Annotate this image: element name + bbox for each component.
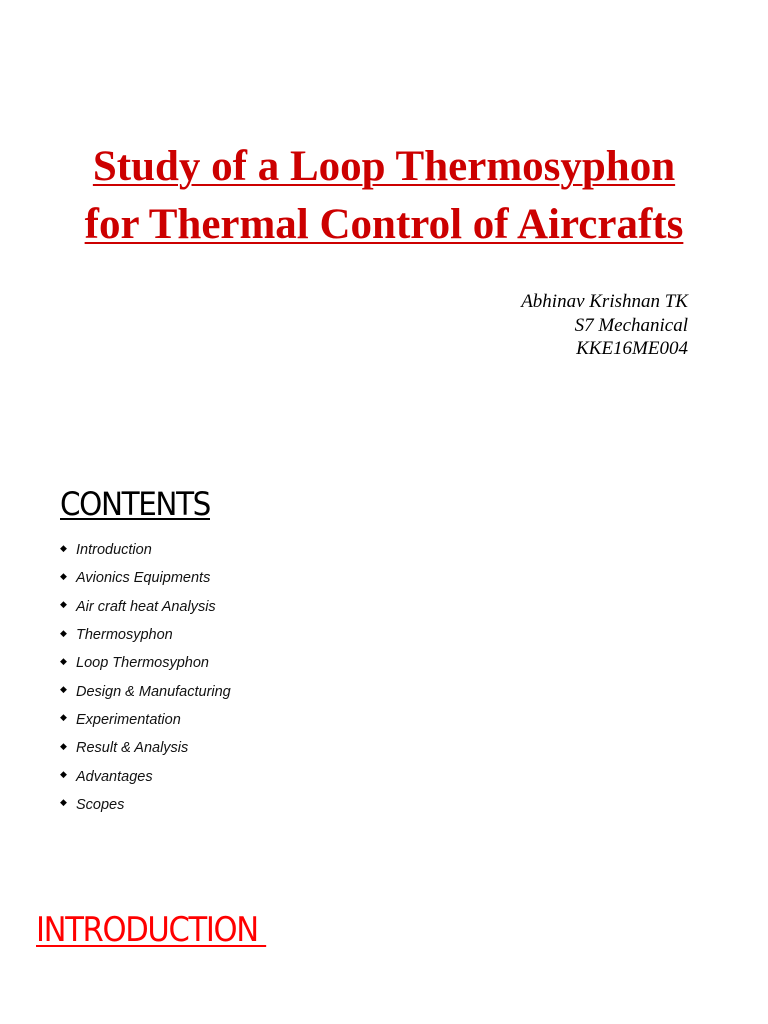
diamond-bullet-icon: ◆ — [60, 655, 67, 666]
list-item — [60, 649, 231, 677]
list-item — [60, 762, 231, 790]
list-item-label: Loop Thermosyphon — [76, 655, 209, 672]
title-line-1: Study of a Loop Thermosyphon — [92, 143, 676, 190]
list-item-label: Advantages — [76, 768, 153, 785]
list-item-label: Introduction — [76, 542, 152, 559]
list-item — [60, 791, 231, 819]
contents-heading: CONTENTS — [60, 485, 210, 523]
list-item — [60, 536, 231, 564]
author-class: S7 Mechanical — [574, 314, 688, 336]
author-name: Abhinav Krishnan TK — [521, 291, 688, 312]
title-line-2: for Thermal Control of Aircrafts — [84, 201, 684, 248]
diamond-bullet-icon: ◆ — [60, 627, 67, 638]
diamond-bullet-icon: ◆ — [60, 570, 67, 581]
list-item — [60, 564, 231, 592]
author-reg-no: KKE16ME004 — [576, 338, 688, 359]
diamond-bullet-icon: ◆ — [60, 769, 67, 780]
diamond-bullet-icon: ◆ — [60, 712, 67, 723]
list-item-label: Scopes — [76, 796, 125, 813]
diamond-bullet-icon: ◆ — [60, 797, 67, 808]
list-item — [60, 593, 231, 621]
list-item-label: Design & Manufacturing — [76, 683, 231, 700]
list-item — [60, 734, 231, 762]
diamond-bullet-icon: ◆ — [60, 542, 67, 553]
diamond-bullet-icon: ◆ — [60, 684, 67, 695]
list-item — [60, 677, 231, 705]
list-item-label: Result & Analysis — [76, 740, 189, 757]
list-item-label: Avionics Equipments — [76, 570, 211, 587]
contents-list — [60, 536, 231, 819]
list-item — [60, 621, 231, 649]
list-item — [60, 706, 231, 734]
list-item-label: Thermosyphon — [76, 627, 173, 644]
list-item-label: Air craft heat Analysis — [76, 598, 216, 615]
diamond-bullet-icon: ◆ — [60, 740, 67, 751]
author-block — [521, 290, 688, 361]
diamond-bullet-icon: ◆ — [60, 599, 67, 610]
introduction-heading: INTRODUCTION — [36, 910, 267, 950]
document-title — [0, 138, 768, 254]
list-item-label: Experimentation — [76, 711, 181, 728]
